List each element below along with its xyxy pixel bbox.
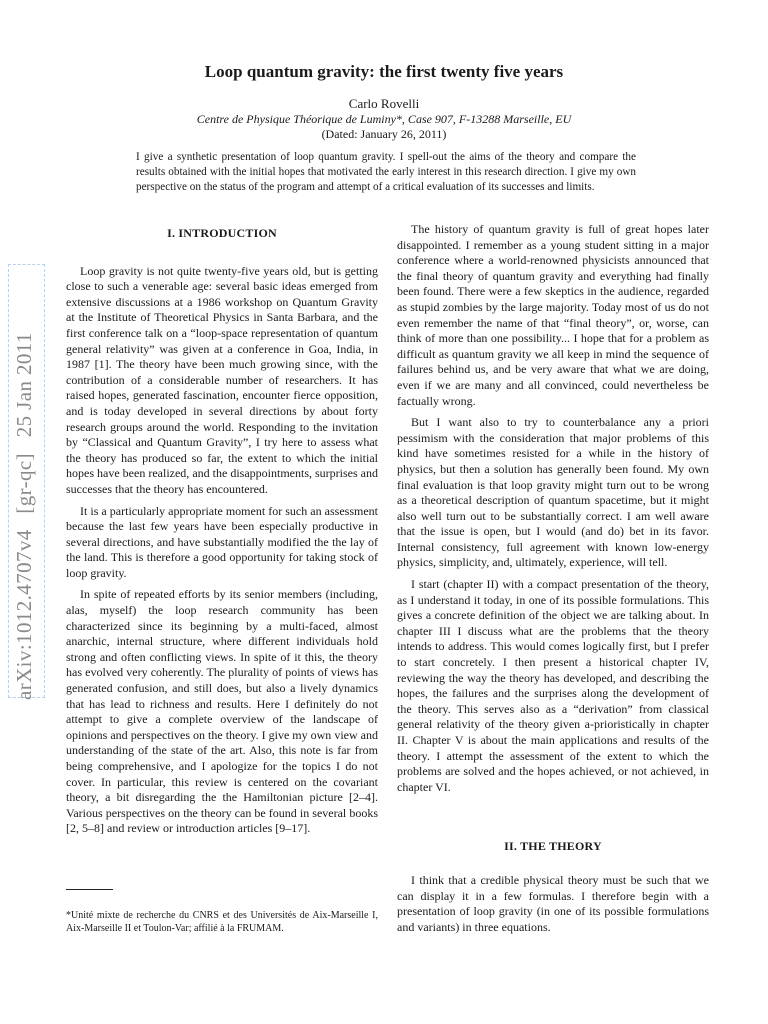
paper-title: Loop quantum gravity: the first twenty five years [204,62,564,81]
paper-date: (Dated: January 26, 2011) [321,127,447,141]
section-heading-theory: II. THE THEORY [504,839,602,854]
paper-author: Carlo Rovelli [348,96,420,111]
intro-paragraph-2: It is a particularly appropriate moment for such an assessment because the last few years have been especially productive in several directions, and have substantially modified the the lay of the land. This is therefore a good opportunity for taking stock of loop gravity. [66,503,378,580]
paper-affiliation: Centre de Physique Théorique de Luminy*, Case 907, F-13288 Marseille, EU [196,112,572,126]
abstract: I give a synthetic presentation of loop quantum gravity. I spell-out the aims of the theory and compare the results obtained with the initial hopes that motivated the early interest in this research direction. I give my own perspective on the status of the program and attempt of a critical evaluation of its successes and limits. [136,151,636,193]
theory-paragraph-1: I think that a credible physical theory must be such that we can display it in a few formulas. I therefore begin with a presentation of loop gravity (in one of its possible formulations and variants) in three equations. [397,872,709,934]
right-paragraph-2: But I want also to try to counterbalance any a priori pessimism with the consideration that major problems of this kind have sometimes resisted for a while in the history of physics, but then a solution has generally been found. My own final evaluation is that loop gravity might turn out to be wrong as a theoretical description of quantum spacetime, but it might also well turn out to be substantially correct. I am well aware that the issue is open, but I would (and do) bet in its favor. Internal consistency, full agreement with known low-energy physics, simplicity, and, ultimately, experience, will tell. [397,415,709,570]
intro-paragraph-1: Loop gravity is not quite twenty-five years old, but is getting close to such a venerable age: several basic ideas emerged from extensive discussions at a 1986 workshop on Quantum Gravity at the Institute of Theoretical Physics in Santa Barbara, and the first conference talk on a “loop-space representation of quantum general relativity” was given at a conference in Goa, India, in 1987 [1]. The theory have been much growing since, with the contribution of a considerable number of researchers. It has raised hopes, generated fascination, encounter fierce opposition, and is today developed in several directions by about forty research groups around the world. Responding to the invitation by “Classical and Quantum Gravity”, I try here to assess what the theory has produced so far, the extent to which the initial hopes have been realized, and the disappointments, surprises and successes that the theory has encountered. [66,263,378,496]
left-column [66,222,378,837]
right-column [397,222,709,935]
arxiv-category: [gr-qc] [12,452,36,514]
right-paragraph-1: The history of quantum gravity is full of great hopes later disappointed. I remember as a young student sitting in a major conference where a world-renowned physicists announced that the final theory of quantum gravity and everything had finally been found. There were a few skeptics in the audience, regarded as stupid zombies by the large majority. Today most of us do not even remember the name of that “final theory”, or, worse, can think of more than one possibility... I hope that for a problem as difficult as quantum gravity we all keep in mind the sequence of failures behind us, and be very aware that what we are doing, even if we are many and all convinced, could nevertheless be factually wrong. [397,222,709,408]
arxiv-date: 25 Jan 2011 [12,332,36,438]
right-paragraph-3: I start (chapter II) with a compact presentation of the theory, as I understand it today, in one of its possible formulations. This gives a concrete definition of the object we are talking about. In chapter III I discuss what are the problems that the theory intends to address. This would comes logically first, but I prefer to start concretely. I then present a historical chapter IV, reviewing the way the theory has developed, and describing the hopes, the failures and the surprises along the development of the theory. This serves also as a “derivation” from classical general relativity of the theory given a-prioristically in chapter II. Chapter V is about the main applications and results of the theory. I attempt the assessment of the extent to which the problems are solved and the hopes achieved, or not achieved, in chapter VI. [397,577,709,794]
footnote-rule [66,889,113,890]
footnote: *Unité mixte de recherche du CNRS et des Universités de Aix-Marseille I, Aix-Marseille II et Toulon-Var; affilié à la FRUMAM. [66,910,378,934]
section-heading-introduction: I. INTRODUCTION [167,226,277,240]
intro-paragraph-3: In spite of repeated efforts by its senior members (including, alas, myself) the loop research community has been characterized since its beginning by a multi-faced, almost anarchic, internal structure, where different individuals hold strong and often conflicting views. In spite of it this, the theory has evolved very coherently. The plurality of points of views has generated confusion, and still does, but also a lively dynamics that has lead to richness and results. Here I definitely do not attempt to give a complete overview of the landscape of opinions and perspectives on the theory. I give my own view and understanding of the state of the art. Also, this note is far from being comprehensive, and I apologize for the topics I do not cover. In particular, this review is centered on the covariant theory, a bit disregarding the the Hamiltonian picture [2–4]. Various perspectives on the theory can be found in several books [2, 5–8] and review or introduction articles [9–17]. [66,587,378,836]
arxiv-id: arXiv:1012.4707v4 [12,529,36,700]
